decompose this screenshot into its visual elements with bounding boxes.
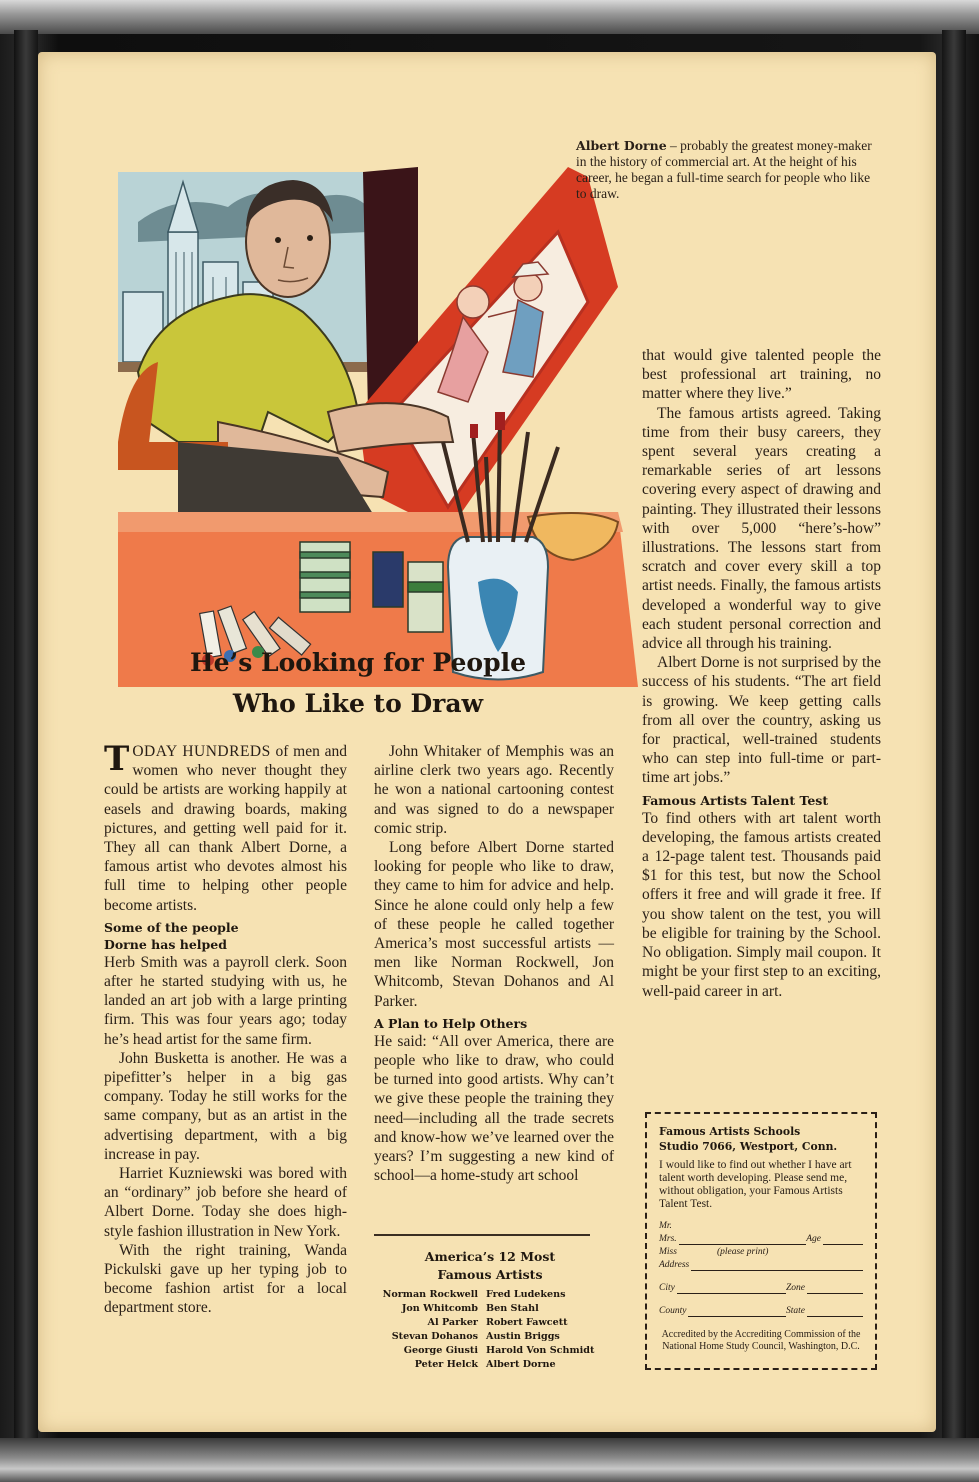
artist-name: Fred Ludekens [486, 1289, 566, 1300]
coupon-body: I would like to find out whether I have art talent worth developing. Please send me, without obligation, your Famous Artists Talent Test. [659, 1159, 852, 1210]
label-mrs: Mrs. [659, 1234, 677, 1244]
paragraph-continued: that would give talented people the best professional art training, no matter where they live.” [642, 347, 881, 403]
label-mr: Mr. [659, 1221, 672, 1231]
artist-names-grid [360, 1288, 620, 1372]
famous-title-line-1: America’s 12 Most [424, 1249, 556, 1264]
artist-name: Peter Helck [414, 1359, 478, 1370]
age-field[interactable] [823, 1235, 863, 1245]
row-city [659, 1283, 863, 1294]
coupon-form [659, 1221, 863, 1317]
slab-right-edge [942, 30, 966, 1440]
famous-artists-title [360, 1248, 620, 1284]
label-state: State [786, 1306, 805, 1316]
subhead-line-2: Dorne has helped [104, 936, 227, 952]
column-2 [374, 742, 614, 1185]
comic-back-cover [38, 52, 936, 1432]
subhead-plan: A Plan to Help Others [374, 1015, 528, 1031]
row-county [659, 1306, 863, 1317]
artist-name: Jon Whitcomb [401, 1303, 478, 1314]
paragraph-wanda: With the right training, Wanda Pickulski gave up her typing job to become fashion artist for a local department store. [104, 1241, 347, 1317]
coupon-title-line-2: Studio 7066, Westport, Conn. [659, 1140, 838, 1153]
coupon-title [659, 1124, 863, 1154]
paragraph-long-before: Long before Albert Dorne started looking for people who like to draw, they came to him for advice and help. Since he alone could only help a few of these people he called together America’s most successful artists —men like Norman Rockwell, Jon Whitcomb, Stevan Dohanos and Al Parker. [374, 839, 614, 1010]
artist-name: Albert Dorne [486, 1359, 556, 1370]
headline-line-1: He’s Looking for People [189, 648, 526, 677]
label-zone: Zone [786, 1283, 805, 1293]
subhead-line-1: Some of the people [104, 919, 239, 935]
paragraph-harriet: Harriet Kuzniewski was bored with an “ordinary” job before she heard of Albert Dorne. Today she does high-style fashion illustration in New York. [104, 1165, 347, 1240]
row-mrs [659, 1234, 863, 1245]
artist-name: Stevan Dohanos [391, 1331, 478, 1342]
label-please-print: (please print) [716, 1247, 769, 1257]
label-county: County [659, 1306, 687, 1316]
column-3 [642, 346, 881, 1001]
artist-name: George Giusti [403, 1345, 478, 1356]
row-address [659, 1260, 863, 1271]
label-city: City [659, 1283, 675, 1293]
slab-top-edge [0, 0, 979, 34]
intro-text: of men and women who never thought they could be artists are working happily at easels and drawing boards, making pictures, and getting well paid for it. They all can thank Albert Dorne, a famous artist who devotes almost his full time to helping other people become artists. [104, 743, 348, 914]
label-miss: Miss [659, 1247, 677, 1257]
artist-name: Ben Stahl [486, 1303, 539, 1314]
slab-bottom-edge [0, 1438, 979, 1482]
paragraph-herb-smith: Herb Smith was a payroll clerk. Soon after he started studying with us, he landed an art job with a large printing firm. This was four years ago; today he’s head artist for the same firm. [104, 953, 347, 1048]
paragraph-talent-test: To find others with art talent worth developing, the famous artists created a 12-page talent test. Thousands paid $1 for this test, but now the School offers it free and will grade it free. If you show talent on the test, you will be eligible for training by the School. No obligation. Simply mail coupon. It might be your first step to an exciting, well-paid career in art. [642, 809, 881, 1000]
paragraph-john-whitaker: John Whitaker of Memphis was an airline clerk two years ago. Recently he won a national cartooning contest and was signed to do a newspaper comic strip. [374, 743, 614, 837]
label-age: Age [806, 1234, 821, 1244]
caption-text: – probably the greatest money-maker in the history of commercial art. At the height of his career, he began a full-time search for people who like to draw. [576, 138, 872, 201]
slab-left-edge [14, 30, 38, 1440]
headline [118, 642, 598, 724]
name-field[interactable] [679, 1235, 807, 1245]
artist-name: Al Parker [427, 1317, 478, 1328]
intro-smallcaps: ODAY HUNDREDS [132, 743, 271, 760]
column-1 [104, 739, 348, 1318]
paragraph-he-said: He said: “All over America, there are people who like to draw, who could be turned into good artists. Why can’t we give these people the training they need—including all the trade secrets and know-how we’ve learned over the years? I’m suggesting a new kind of school—a home-study art school [374, 1032, 614, 1185]
photo-caption [576, 138, 876, 202]
famous-title-line-2: Famous Artists [437, 1267, 543, 1282]
divider-rule [374, 1234, 590, 1236]
zone-field[interactable] [807, 1284, 863, 1294]
county-field[interactable] [688, 1307, 786, 1317]
accreditation-note: Accredited by the Accrediting Commission of the National Home Study Council, Washington, D.C. [661, 1329, 861, 1352]
famous-artists-list [360, 1248, 620, 1372]
subhead-talent-test: Famous Artists Talent Test [642, 792, 829, 808]
label-address: Address [659, 1260, 690, 1270]
artist-name: Norman Rockwell [382, 1289, 478, 1300]
coupon-title-line-1: Famous Artists Schools [659, 1125, 801, 1138]
headline-line-2: Who Like to Draw [232, 689, 484, 718]
city-field[interactable] [677, 1284, 786, 1294]
paragraph-john-busketta: John Busketta is another. He was a pipefitter’s helper in a big gas company. Today he still works for the same company, but as an artist in the advertising department, with a big increase in pay. [104, 1049, 347, 1163]
address-field[interactable] [691, 1261, 863, 1271]
state-field[interactable] [807, 1307, 863, 1317]
caption-name: Albert Dorne [576, 138, 667, 153]
row-miss [659, 1247, 863, 1258]
subhead-people-helped [104, 919, 347, 953]
artist-name: Austin Briggs [486, 1331, 560, 1342]
intro-paragraph [104, 739, 348, 915]
mail-coupon[interactable] [645, 1112, 877, 1370]
paragraph-artists-agreed: The famous artists agreed. Taking time from their busy careers, they spent several years creating a remarkable series of art lessons covering every aspect of drawing and painting. They illustrated their lessons with over 5,000 “here’s-how” illustrations. The lessons start from scratch and cover every skill a top artist needs. Finally, the famous artists developed a wonderful way to give each student personal correction and advice all through his training. [642, 404, 881, 653]
artist-name: Robert Fawcett [486, 1317, 568, 1328]
drop-cap: T [104, 739, 130, 779]
artist-name: Harold Von Schmidt [486, 1345, 595, 1356]
paragraph-not-surprised: Albert Dorne is not surprised by the success of his students. “The art field is growing. We keep getting calls from all over the country, asking us for practical, well-trained students who can step into full-time or part-time art jobs.” [642, 654, 881, 787]
